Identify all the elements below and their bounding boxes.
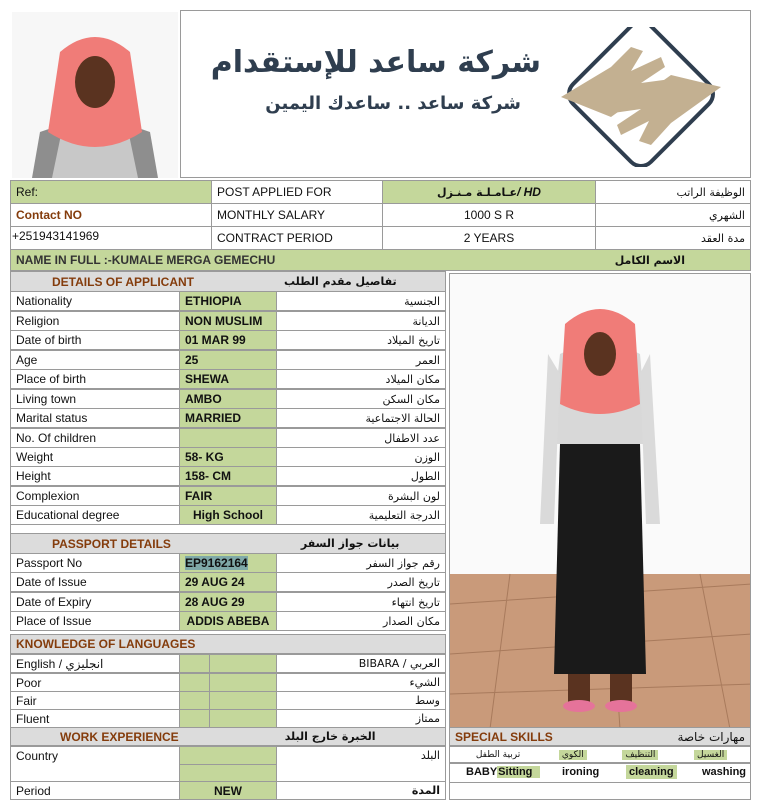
full-name-label-ar: الاسم الكامل <box>614 253 685 267</box>
contract-label: CONTRACT PERIOD <box>211 226 383 250</box>
skills-row <box>449 763 751 783</box>
skill-baby <box>466 766 540 778</box>
company-header <box>180 10 751 178</box>
details-label-4: Place of birth <box>10 369 180 389</box>
country-value <box>179 746 277 765</box>
lang-en-check-2 <box>179 709 210 728</box>
details-ar-8: الوزن <box>276 447 446 467</box>
phone-number: +251943141969 <box>10 226 212 250</box>
country-label-ar: البلد <box>276 746 446 782</box>
lang-ar-0: الشيء <box>276 673 446 692</box>
details-value-2: 01 MAR 99 <box>179 330 277 350</box>
details-value-0: ETHIOPIA <box>179 291 277 311</box>
details-value-10: FAIR <box>179 486 277 506</box>
details-label-10: Complexion <box>10 486 180 506</box>
salary-value: 1000 S R <box>382 203 596 227</box>
lang-ar-1: وسط <box>276 691 446 710</box>
details-ar-9: الطول <box>276 466 446 486</box>
details-ar-3: العمر <box>276 350 446 370</box>
lang-label-2: Fluent <box>10 709 180 728</box>
ref-label: Ref: <box>10 180 212 204</box>
passport-value-0 <box>179 553 277 573</box>
details-value-11: High School <box>179 505 277 525</box>
passport-ar-1: تاريخ الصدر <box>276 572 446 592</box>
country-value-2 <box>179 764 277 782</box>
details-value-3: 25 <box>179 350 277 370</box>
details-value-4: SHEWA <box>179 369 277 389</box>
full-name-label: NAME IN FULL :-KUMALE MERGA GEMECHU <box>16 253 276 267</box>
details-value-5: AMBO <box>179 389 277 409</box>
passport-number-highlight: EP9162164 <box>185 556 248 570</box>
company-slogan: شركة ساعد .. ساعدك اليمين <box>265 93 521 114</box>
post-label-ar: الوظيفة الراتب <box>595 180 751 204</box>
details-ar-7: عدد الاطفال <box>276 428 446 448</box>
post-value <box>382 180 596 204</box>
details-label-11: Educational degree <box>10 505 180 525</box>
details-ar-2: تاريخ الميلاد <box>276 330 446 350</box>
details-title <box>10 271 446 292</box>
period-value: NEW <box>179 781 277 800</box>
country-label: Country <box>10 746 180 782</box>
work-title <box>10 727 446 746</box>
skill-ironing: ironing <box>562 766 600 778</box>
english-header: English / انجليزي <box>10 654 180 673</box>
details-label-5: Living town <box>10 389 180 409</box>
details-label-1: Religion <box>10 311 180 331</box>
details-value-6: MARRIED <box>179 408 277 428</box>
details-label-7: No. Of children <box>10 428 180 448</box>
english-col1 <box>179 654 210 673</box>
english-col2 <box>209 654 277 673</box>
languages-title-en: KNOWLEDGE OF LANGUAGES <box>16 637 196 651</box>
details-value-9: 158- CM <box>179 466 277 486</box>
lang-ar-check-0 <box>209 673 277 692</box>
details-ar-11: الدرجة التعليمية <box>276 505 446 525</box>
details-label-6: Marital status <box>10 408 180 428</box>
details-value-1: NON MUSLIM <box>179 311 277 331</box>
skill-ar-3: تربية الطفل <box>475 749 521 760</box>
details-title-en: DETAILS OF APPLICANT <box>52 274 194 289</box>
skills-title-ar: مهارات خاصة <box>677 729 745 744</box>
details-label-2: Date of birth <box>10 330 180 350</box>
passport-value-2: 28 AUG 29 <box>179 592 277 612</box>
passport-label-1: Date of Issue <box>10 572 180 592</box>
passport-title-en: PASSPORT DETAILS <box>52 536 171 551</box>
skills-title <box>449 727 751 746</box>
details-ar-1: الديانة <box>276 311 446 331</box>
period-label: Period <box>10 781 180 800</box>
lang-en-check-0 <box>179 673 210 692</box>
details-ar-5: مكان السكن <box>276 389 446 409</box>
languages-title <box>10 634 446 654</box>
passport-title-ar: بيانات جواز السفر <box>300 537 400 550</box>
skills-empty-row <box>449 782 751 800</box>
salary-label-ar: الشهري <box>595 203 751 227</box>
company-name: شركة ساعد للإستقدام <box>210 45 541 80</box>
lang-ar-check-1 <box>209 691 277 710</box>
details-label-8: Weight <box>10 447 180 467</box>
passport-title <box>10 533 446 554</box>
details-ar-0: الجنسية <box>276 291 446 311</box>
skill-cleaning: cleaning <box>626 765 677 779</box>
passport-ar-2: تاريخ انتهاء <box>276 592 446 612</box>
contract-label-ar: مدة العقد <box>595 226 751 250</box>
details-label-0: Nationality <box>10 291 180 311</box>
skill-ar-2: الكوي <box>559 750 587 760</box>
contact-label: Contact NO <box>10 203 212 227</box>
hands-logo-icon <box>551 27 731 167</box>
lang-ar-check-2 <box>209 709 277 728</box>
details-title-ar: تفاصيل مقدم الطلب <box>284 275 397 288</box>
arabic-header: العربي / BIBARA <box>276 654 446 673</box>
lang-ar-2: ممتاز <box>276 709 446 728</box>
work-title-en: WORK EXPERIENCE <box>60 729 179 744</box>
passport-ar-0: رقم جواز السفر <box>276 553 446 573</box>
work-title-ar: الخبرة خارج البلد <box>284 730 376 743</box>
post-value-ar: عـامـلـة مـنـزل <box>437 185 517 199</box>
passport-label-0: Passport No <box>10 553 180 573</box>
details-value-7 <box>179 428 277 448</box>
skills-title-en: SPECIAL SKILLS <box>455 729 553 744</box>
details-ar-4: مكان الميلاد <box>276 369 446 389</box>
details-value-8: 58- KG <box>179 447 277 467</box>
passport-value-3: ADDIS ABEBA <box>179 611 277 631</box>
full-name <box>10 249 751 271</box>
passport-ar-3: مكان الصدار <box>276 611 446 631</box>
details-label-3: Age <box>10 350 180 370</box>
lang-label-1: Fair <box>10 691 180 710</box>
skill-baby-prefix: BABY <box>466 766 498 778</box>
lang-en-check-1 <box>179 691 210 710</box>
applicant-full-photo <box>449 273 751 728</box>
passport-label-2: Date of Expiry <box>10 592 180 612</box>
details-label-9: Height <box>10 466 180 486</box>
skill-ar-1: التنظيف <box>622 750 658 760</box>
skill-washing: washing <box>702 766 747 778</box>
lang-label-0: Poor <box>10 673 180 692</box>
details-ar-6: الحالة الاجتماعية <box>276 408 446 428</box>
passport-label-3: Place of Issue <box>10 611 180 631</box>
period-label-ar: المدة <box>276 781 446 800</box>
passport-value-1: 29 AUG 24 <box>179 572 277 592</box>
skill-ar-0: الغسيل <box>694 750 727 760</box>
post-label: POST APPLIED FOR <box>211 180 383 204</box>
skill-sitting: Sitting <box>497 766 540 778</box>
post-value-en: / HD <box>516 185 541 199</box>
salary-label: MONTHLY SALARY <box>211 203 383 227</box>
skills-ar-row <box>449 746 751 763</box>
details-ar-10: لون البشرة <box>276 486 446 506</box>
applicant-portrait-photo <box>12 12 178 178</box>
contract-value: 2 YEARS <box>382 226 596 250</box>
